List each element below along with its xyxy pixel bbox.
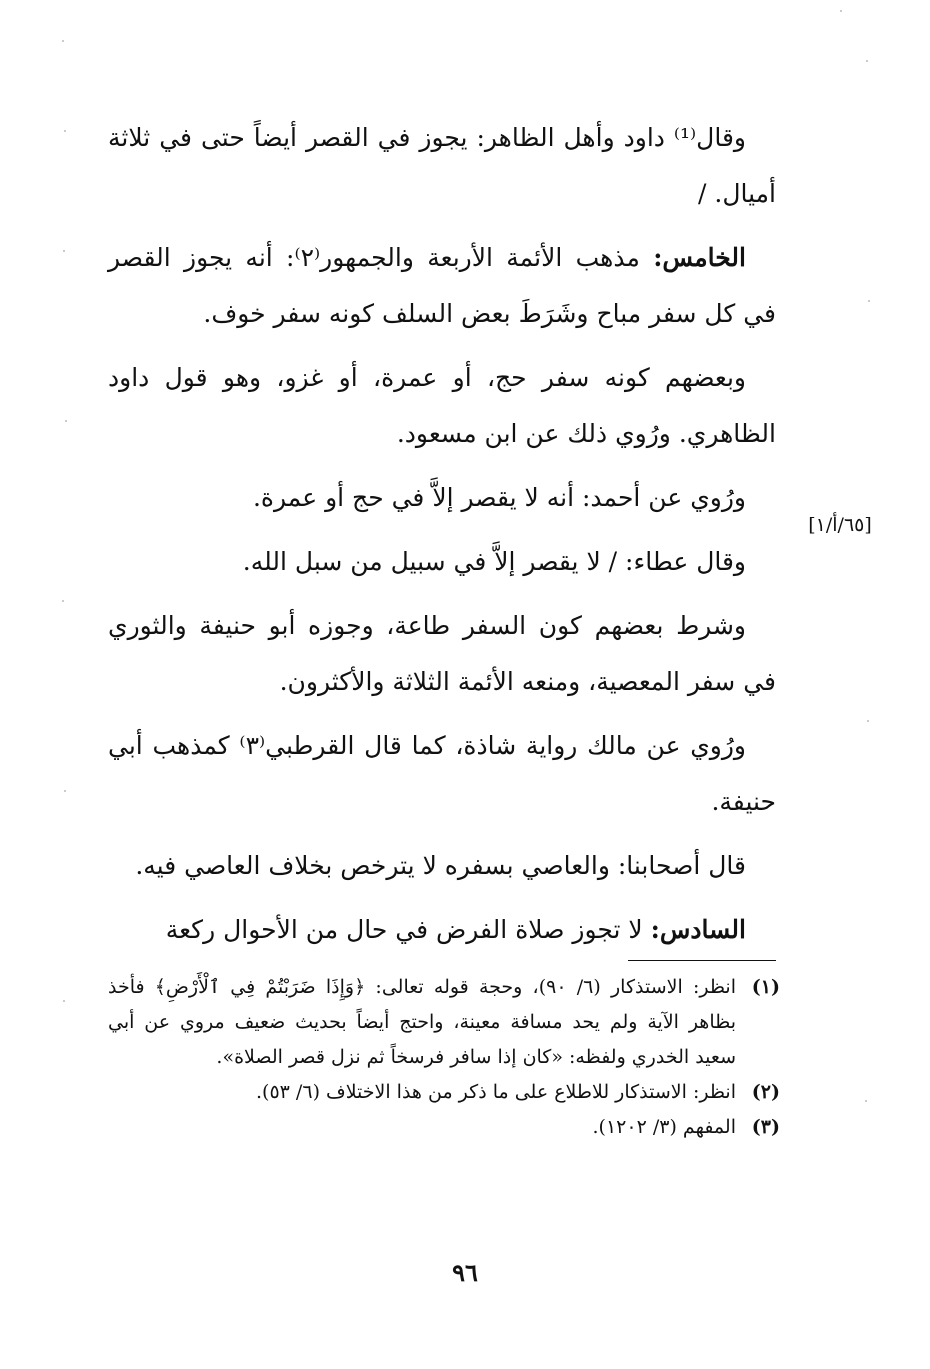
paragraph-5 [108,534,776,590]
paragraph-text: قال أصحابنا: والعاصي بسفره لا يترخص بخلاف العاصي فيه. [135,851,746,880]
scan-speck [866,60,868,62]
scan-speck [868,300,870,302]
paragraph-4 [108,470,776,526]
scan-speck [867,720,869,722]
footnotes [108,970,780,1145]
paragraph-7 [108,718,776,830]
paragraph-text: وقال⁽¹⁾ داود وأهل الظاهر: يجوز في القصر أيضاً حتى في ثلاثة أميال. / [108,123,776,208]
scan-speck [865,1100,867,1102]
scan-speck [64,130,66,132]
scan-speck [63,1000,65,1002]
scan-speck [65,420,67,422]
paragraph-9 [108,902,776,958]
main-text [108,110,776,966]
page-number: ٩٦ [452,1258,478,1287]
paragraph-2 [108,230,776,342]
paragraph-text: وشرط بعضهم كون السفر طاعة، وجوزه أبو حنيفة والثوري في سفر المعصية، ومنعه الأئمة الثلاثة والأكثرون. [108,611,776,696]
footnote-text: انظر: الاستذكار (٦/ ٩٠)، وحجة قوله تعالى: ﴿وَإِذَا ضَرَبْتُمْ فِي ٱلْأَرْضِ﴾ فأخذ بظاهر الآية ولم يحد مسافة معينة، واحتج أيضاً بحديث ضعيف مروي عن أبي سعيد الخدري ولفظه: «كان إذا سافر فرسخاً ثم نزل قصر الصلاة». [108,976,736,1068]
footnote-number: (٣) [751,1116,780,1138]
paragraph-text: ورُوي عن مالك رواية شاذة، كما قال القرطبي⁽٣⁾ كمذهب أبي حنيفة. [108,731,776,816]
paragraph-text: لا تجوز صلاة الفرض في حال من الأحوال ركعة [165,915,651,944]
paragraph-text: ورُوي عن أحمد: أنه لا يقصر إلاَّ في حج أو عمرة. [252,483,746,512]
scan-speck [62,40,64,42]
footnote-number: (١) [751,976,780,998]
paragraph-8 [108,838,776,894]
footnote-3 [108,1110,780,1145]
scan-speck [63,250,65,252]
paragraph-text: وقال عطاء: / لا يقصر إلاَّ في سبيل من سبل الله. [242,547,746,576]
paragraph-text: مذهب الأئمة الأربعة والجمهور⁽٢⁾: أنه يجوز القصر في كل سفر مباح وشَرَطَ بعض السلف كونه سفر خوف. [108,243,776,328]
scan-speck [62,600,64,602]
scan-speck [64,790,66,792]
footnote-separator [628,960,776,961]
footnote-1 [108,970,780,1075]
footnote-text: انظر: الاستذكار للاطلاع على ما ذكر من هذا الاختلاف (٦/ ٥٣). [256,1081,736,1103]
paragraph-1 [108,110,776,222]
manuscript-folio-reference: [٦٥/أ/١] [808,514,872,536]
paragraph-text: وبعضهم كونه سفر حج، أو عمرة، أو غزو، وهو قول داود الظاهري. ورُوي ذلك عن ابن مسعود. [108,363,776,448]
footnote-text: المفهم (٣/ ١٢٠٢). [592,1116,736,1138]
footnote-number: (٢) [751,1081,780,1103]
paragraph-lead: الخامس: [653,243,746,272]
paragraph-lead: السادس: [650,915,746,944]
footnote-2 [108,1075,780,1110]
scan-speck [840,10,842,12]
paragraph-6 [108,598,776,710]
paragraph-3 [108,350,776,462]
